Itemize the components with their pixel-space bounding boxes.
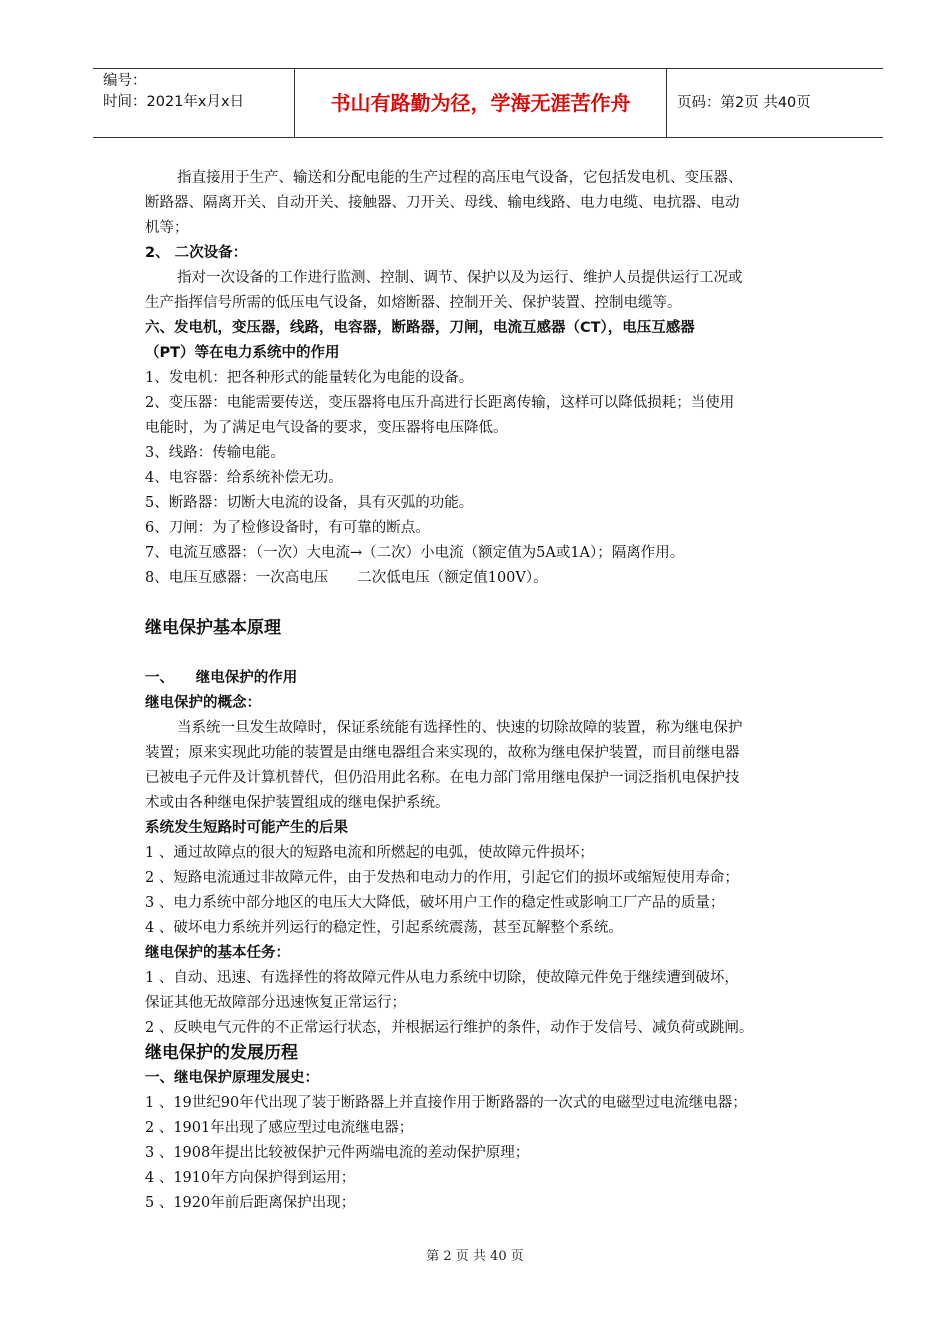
- list-item: 6、刀闸：为了检修设备时，有可靠的断点。: [145, 520, 430, 536]
- list-item: 5 、1920年前后距离保护出现；: [145, 1195, 356, 1211]
- section-heading: 一、继电保护原理发展史：: [145, 1070, 319, 1086]
- paragraph-line: 指直接用于生产、输送和分配电能的生产过程的高压电气设备，它包括发电机、变压器、: [177, 170, 743, 186]
- spacer: [145, 641, 840, 666]
- list-item: 4 、破坏电力系统并列运行的稳定性，引起系统震荡，甚至瓦解整个系统。: [145, 920, 623, 936]
- paragraph-line: 术或由各种继电保护装置组成的继电保护系统。: [145, 795, 450, 811]
- document-time: 时间：2021年x月x日: [103, 94, 245, 110]
- list-item: 保证其他无故障部分迅速恢复正常运行；: [145, 995, 406, 1011]
- section-heading: （PT）等在电力系统中的作用: [145, 345, 340, 361]
- paragraph-line: 生产指挥信号所需的低压电气设备，如熔断器、控制开关、保护装置、控制电缆等。: [145, 295, 682, 311]
- paragraph-line: 装置；原来实现此功能的装置是由继电器组合来实现的，故称为继电保护装置，而目前继电器: [145, 745, 740, 761]
- list-item: 8、电压互感器：一次高电压 二次低电压（额定值100V）。: [145, 570, 548, 586]
- section-heading: 一、 继电保护的作用: [145, 670, 298, 686]
- header-motto: 书山有路勤为径，学海无涯苦作舟: [294, 69, 667, 137]
- paragraph-line: 当系统一旦发生故障时，保证系统能有选择性的、快速的切除故障的装置，称为继电保护: [177, 720, 743, 736]
- list-item: 3 、1908年提出比较被保护元件两端电流的差动保护原理；: [145, 1145, 530, 1161]
- spacer: [145, 591, 840, 616]
- chapter-title: 继电保护的发展历程: [145, 1043, 298, 1063]
- section-heading: 继电保护的基本任务：: [145, 945, 290, 961]
- list-item: 1 、自动、迅速、有选择性的将故障元件从电力系统中切除，使故障元件免于继续遭到破坏，: [145, 970, 739, 986]
- list-item: 3、线路：传输电能。: [145, 445, 285, 461]
- paragraph-line: 指对一次设备的工作进行监测、控制、调节、保护以及为运行、维护人员提供运行工况或: [177, 270, 743, 286]
- list-item: 1、发电机：把各种形式的能量转化为电能的设备。: [145, 370, 474, 386]
- chapter-title: 继电保护基本原理: [145, 618, 281, 638]
- document-number: 编号：: [103, 73, 147, 89]
- document-body: [145, 166, 840, 1216]
- header-page-number: 页码：第2页 共40页: [677, 94, 811, 111]
- list-item: 5、断路器：切断大电流的设备，具有灭弧的功能。: [145, 495, 474, 511]
- list-item: 1 、通过故障点的很大的短路电流和所燃起的电弧，使故障元件损坏；: [145, 845, 594, 861]
- page-footer: 第 2 页 共 40 页: [426, 1249, 524, 1264]
- paragraph-line: 已被电子元件及计算机替代，但仍沿用此名称。在电力部门常用继电保护一词泛指机电保护技: [145, 770, 740, 786]
- list-item: 4 、1910年方向保护得到运用；: [145, 1170, 356, 1186]
- paragraph-line: 机等；: [145, 220, 189, 236]
- section-heading: 系统发生短路时可能产生的后果: [145, 820, 348, 836]
- list-item: 4、电容器：给系统补偿无功。: [145, 470, 343, 486]
- header-meta: [93, 69, 294, 137]
- section-heading: 六、发电机，变压器，线路，电容器，断路器，刀闸，电流互感器（CT），电压互感器: [145, 320, 695, 336]
- section-heading: 继电保护的概念：: [145, 695, 261, 711]
- list-item: 2 、1901年出现了感应型过电流继电器；: [145, 1120, 414, 1136]
- list-item: 2、变压器：电能需要传送，变压器将电压升高进行长距离传输，这样可以降低损耗；当使用: [145, 395, 735, 411]
- list-item: 2 、短路电流通过非故障元件，由于发热和电动力的作用，引起它们的损坏或缩短使用寿命；: [145, 870, 739, 886]
- page-header: [93, 68, 883, 138]
- list-item: 7、电流互感器：（一次）大电流→（二次）小电流（额定值为5A或1A）；隔离作用。: [145, 545, 685, 561]
- list-item: 2 、反映电气元件的不正常运行状态，并根据运行维护的条件，动作于发信号、减负荷或跳闸。: [145, 1020, 754, 1036]
- list-item: 3 、电力系统中部分地区的电压大大降低，破坏用户工作的稳定性或影响工厂产品的质量；: [145, 895, 725, 911]
- list-item: 电能时，为了满足电气设备的要求，变压器将电压降低。: [145, 420, 508, 436]
- list-item: 1 、19世纪90年代出现了装于断路器上并直接作用于断路器的一次式的电磁型过电流继电器；: [145, 1095, 747, 1111]
- section-heading: 2、 二次设备：: [145, 245, 248, 261]
- paragraph-line: 断路器、隔离开关、自动开关、接触器、刀开关、母线、输电线路、电力电缆、电抗器、电动: [145, 195, 740, 211]
